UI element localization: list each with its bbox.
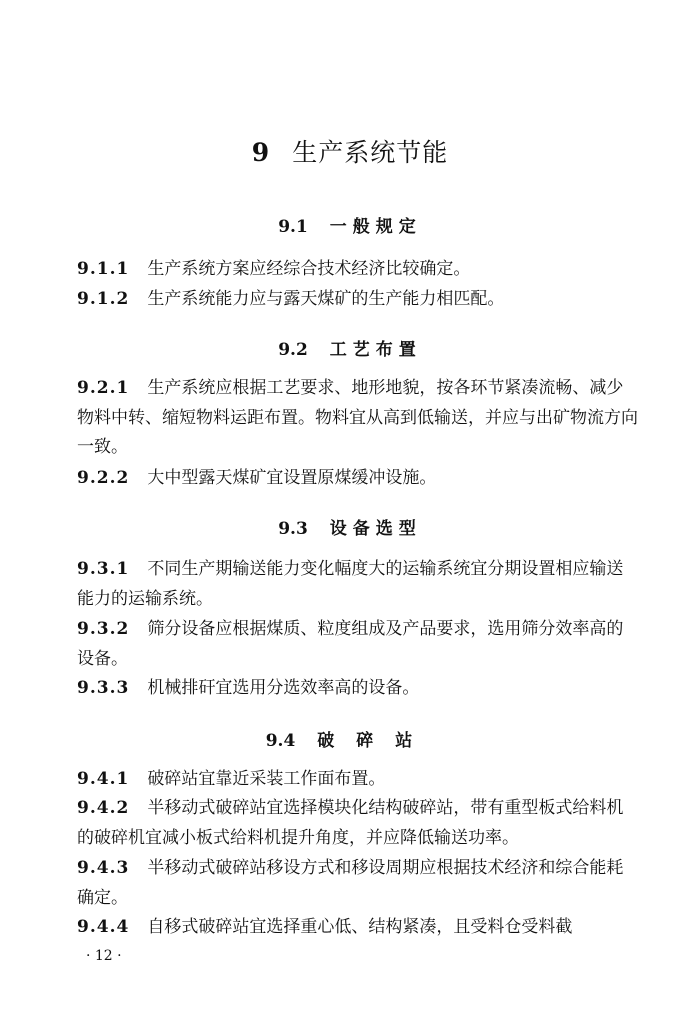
- section-title: 一般规定: [329, 217, 422, 237]
- clause-number: 9.2.1: [77, 378, 130, 398]
- clause-text: 半移动式破碎站宜选择模块化结构破碎站，带有重型板式给料机的破碎机宜减小板式给料机提升角度，并应降低输送功率。: [77, 798, 624, 848]
- clause-text: 生产系统应根据工艺要求、地形地貌，按各环节紧凑流畅、减少物料中转、缩短物料运距布置。物料宜从高到低输送，并应与出矿物流方向一致。: [77, 378, 638, 457]
- clause-number: 9.1.1: [77, 259, 130, 279]
- clause-9-4-1: [77, 765, 640, 795]
- clause-text: 生产系统方案应经综合技术经济比较确定。: [147, 259, 471, 279]
- clause-9-4-4: [77, 913, 640, 943]
- chapter-title: [0, 133, 700, 169]
- clause-9-4-3: [77, 854, 640, 913]
- section-heading-9-3: [0, 514, 700, 539]
- clause-number: 9.1.2: [77, 289, 130, 309]
- clause-text: 生产系统能力应与露天煤矿的生产能力相匹配。: [147, 289, 505, 309]
- clause-text: 自移式破碎站宜选择重心低、结构紧凑，且受料仓受料截: [147, 917, 573, 937]
- clause-9-2-2: [77, 464, 640, 494]
- clause-9-3-3: [77, 674, 640, 704]
- clause-text: 半移动式破碎站移设方式和移设周期应根据技术经济和综合能耗确定。: [77, 858, 624, 908]
- clause-number: 9.4.4: [77, 917, 130, 937]
- clause-9-3-1: [77, 555, 640, 614]
- clause-number: 9.3.3: [77, 678, 130, 698]
- section-title: 工艺布置: [329, 340, 422, 360]
- clause-number: 9.2.2: [77, 468, 130, 488]
- clause-number: 9.4.3: [77, 858, 130, 878]
- clause-number: 9.3.1: [77, 559, 130, 579]
- clause-9-1-2: [77, 285, 640, 315]
- section-heading-9-1: [0, 212, 700, 237]
- page-number: · 12 ·: [86, 948, 122, 964]
- section-title: 设备选型: [329, 519, 422, 539]
- clause-text: 大中型露天煤矿宜设置原煤缓冲设施。: [147, 468, 437, 488]
- section-number: 9.1: [278, 217, 308, 237]
- section-number: 9.2: [278, 340, 308, 360]
- section-heading-9-2: [0, 335, 700, 360]
- clause-9-1-1: [77, 255, 640, 285]
- clause-text: 破碎站宜靠近采装工作面布置。: [147, 769, 386, 789]
- section-title: 破碎站: [317, 731, 435, 751]
- clause-number: 9.4.1: [77, 769, 130, 789]
- clause-9-2-1: [77, 374, 640, 463]
- clause-text: 筛分设备应根据煤质、粒度组成及产品要求，选用筛分效率高的设备。: [77, 619, 624, 669]
- chapter-title-text: 生产系统节能: [292, 138, 449, 167]
- clause-9-3-2: [77, 615, 640, 674]
- chapter-number: 9: [251, 138, 271, 167]
- section-number: 9.3: [278, 519, 308, 539]
- clause-text: 不同生产期输送能力变化幅度大的运输系统宜分期设置相应输送能力的运输系统。: [77, 559, 624, 609]
- clause-number: 9.3.2: [77, 619, 130, 639]
- clause-9-4-2: [77, 794, 640, 853]
- clause-number: 9.4.2: [77, 798, 130, 818]
- clause-text: 机械排矸宜选用分选效率高的设备。: [147, 678, 420, 698]
- section-heading-9-4: [0, 726, 700, 751]
- section-number: 9.4: [265, 731, 296, 751]
